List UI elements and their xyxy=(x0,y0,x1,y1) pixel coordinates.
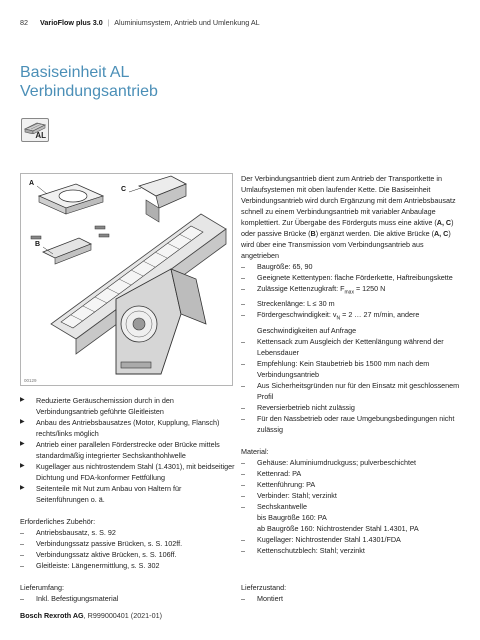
material-item: – Kettenschutzblech: Stahl; verzinkt xyxy=(241,545,461,556)
accessory-item: – Verbindungssatz passive Brücken, s. S. 102ff. xyxy=(20,538,235,549)
intro-paragraph xyxy=(241,173,461,261)
title-line-1: Basiseinheit AL xyxy=(20,64,130,81)
spec-item: – Reversierbetrieb nicht zulässig xyxy=(241,402,461,413)
page-number: 82 xyxy=(20,18,28,27)
figure-label-a: A xyxy=(29,180,35,187)
material-item: – Sechskantwelle xyxy=(241,501,461,512)
figure-label-b: B xyxy=(35,241,41,248)
feature-item: ▶ Kugellager aus nichtrostendem Stahl (1.4301), mit beidseitiger Dichtung und FDA-konformer Fettfüllung xyxy=(20,461,235,483)
state-item: – Montiert xyxy=(241,593,461,604)
material-item: – Kettenführung: PA xyxy=(241,479,461,490)
accessories-heading: Erforderliches Zubehör: xyxy=(20,517,96,526)
spec-text: Fördergeschwindigkeit: v xyxy=(257,310,337,320)
spec-item: – Empfehlung: Kein Staubetrieb bis 1500 mm nach dem Verbindungsantrieb xyxy=(241,358,461,380)
page-footer xyxy=(20,611,162,620)
feature-item: ▶ Reduzierte Geräuschemission durch in den Verbindungsantrieb geführte Gleitleisten xyxy=(20,395,235,417)
spec-item: – Baugröße: 65, 90 xyxy=(241,261,461,272)
accessory-item: – Gleitleiste: Längenermittlung, s. S. 302 xyxy=(20,560,235,571)
material-item: – Kugellager: Nichtrostender Stahl 1.4301/FDA xyxy=(241,534,461,545)
footer-brand: Bosch Rexroth AG xyxy=(20,611,84,620)
spec-item: – Für den Nassbetrieb oder raue Umgebungsbedingungen nicht zulässig xyxy=(241,413,461,435)
material-item: – Verbinder: Stahl; verzinkt xyxy=(241,490,461,501)
state-list xyxy=(241,593,461,604)
spec-sub: max xyxy=(344,289,354,296)
al-badge xyxy=(21,118,49,142)
intro-text: ) oder passive Brücke ( xyxy=(241,218,454,238)
spec-item: – Geeignete Kettentypen: flache Förderkette, Haftreibungskette xyxy=(241,272,461,283)
figure-label-c: C xyxy=(121,186,127,193)
spec-item: – Streckenlänge: L ≤ 30 m xyxy=(241,298,461,309)
intro-text: ) ergänzt werden. Die aktive Brücke ( xyxy=(315,229,434,238)
spec-item: – Kettensack zum Ausgleich der Kettenlängung während der Lebensdauer xyxy=(241,336,461,358)
product-brand: VarioFlow plus 3.0 xyxy=(40,18,103,27)
intro-ref-ac: A, C xyxy=(433,229,449,238)
spec-list xyxy=(241,261,461,435)
spec-item xyxy=(241,283,461,298)
accessory-item: – Antriebsbausatz, s. S. 92 xyxy=(20,527,235,538)
connecting-drive-drawing xyxy=(21,174,232,385)
material-sub-list xyxy=(241,512,461,534)
page-title xyxy=(20,63,158,101)
feature-list xyxy=(20,395,235,505)
header-separator: | xyxy=(107,18,110,27)
feature-item: ▶ Antrieb einer parallelen Förderstrecke oder Brücke mittels standardmäßig integrierter Sechskanthohlwelle xyxy=(20,439,235,461)
material-list xyxy=(241,457,461,512)
state-heading: Lieferzustand: xyxy=(241,583,287,592)
material-item: – Gehäuse: Aluminiumdruckguss; pulverbeschichtet xyxy=(241,457,461,468)
product-figure xyxy=(20,173,233,386)
material-sub-item: ab Baugröße 160: Nichtrostender Stahl 1.4301, PA xyxy=(257,523,419,533)
feature-item: ▶ Anbau des Antriebsbausatzes (Motor, Kupplung, Flansch) rechts/links möglich xyxy=(20,417,235,439)
left-column xyxy=(20,395,235,604)
material-sub-item: bis Baugröße 160: PA xyxy=(257,512,327,522)
material-item: – Kettenrad: PA xyxy=(241,468,461,479)
delivery-list xyxy=(20,593,235,604)
badge-label: AL xyxy=(35,131,46,140)
delivery-item: – Inkl. Befestigungsmaterial xyxy=(20,593,235,604)
page-header xyxy=(20,18,260,27)
spec-item xyxy=(241,309,461,335)
delivery-state xyxy=(241,582,461,604)
right-column xyxy=(241,173,461,556)
material-list-continued xyxy=(241,534,461,556)
spec-sub: N xyxy=(336,315,341,322)
intro-ref-ac: A, C xyxy=(436,218,452,227)
title-line-2: Verbindungsantrieb xyxy=(20,83,158,100)
spec-text: Zulässige Kettenzugkraft: F xyxy=(257,284,345,293)
accessories-list xyxy=(20,527,235,571)
material-heading: Material: xyxy=(241,446,269,456)
section-name: Aluminiumsystem, Antrieb und Umlenkung AL xyxy=(114,18,260,27)
figure-code: 00129 xyxy=(24,378,37,383)
intro-text: Der Verbindungsantrieb dient zum Antrieb der Transportkette in Umlaufsystemen mit oben laufender Kette. Die Basiseinheit Verbindungsantrieb wird durch Ergänzung mit dem Antriebsbausatz schnell zu einem Verbindungsantrieb mit variabler Anbaulage komplettiert. Zur Übergabe des Förderguts muss eine aktive ( xyxy=(241,174,456,227)
spec-item: – Aus Sicherheitsgründen nur für den Einsatz mit geschlossenem Profil xyxy=(241,380,461,402)
feature-item: ▶ Seitenteile mit Nut zum Anbau von Haltern für Seitenführungen o. ä. xyxy=(20,483,235,505)
spec-text: = 2 … 27 m/min, andere Geschwindigkeiten auf Anfrage xyxy=(257,310,420,335)
footer-doc-number: , R999000401 (2021-01) xyxy=(83,611,162,620)
intro-ref-b: B xyxy=(310,229,316,238)
delivery-heading: Lieferumfang: xyxy=(20,583,64,592)
accessory-item: – Verbindungssatz aktive Brücken, s. S. 106ff. xyxy=(20,549,235,560)
intro-text: ) wird über eine Transmission vom Verbindungsantrieb aus angetrieben xyxy=(241,229,451,260)
spec-text: = 1250 N xyxy=(353,284,386,293)
